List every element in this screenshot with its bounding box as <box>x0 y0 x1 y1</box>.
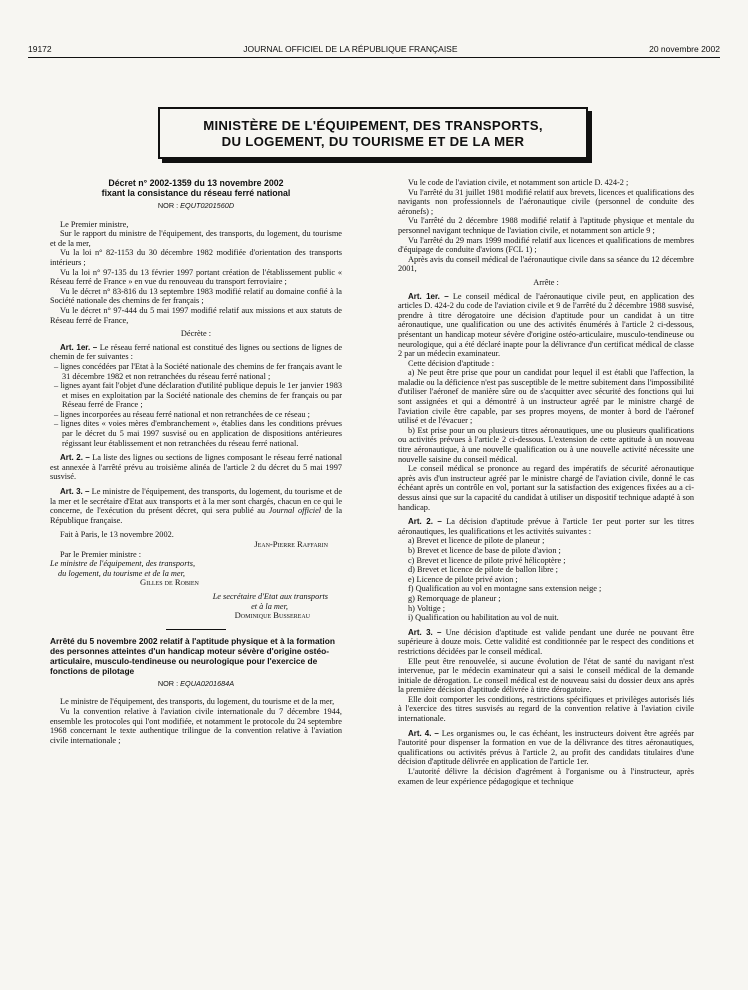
minister-title-line-1: Le ministre de l'équipement, des transports, <box>50 559 196 569</box>
secretary-title-line-1: Le secrétaire d'Etat aux transports <box>212 591 328 601</box>
ministry-box <box>158 107 588 159</box>
fait-a-paris: Fait à Paris, le 13 novembre 2002. <box>60 530 174 540</box>
article-text: de la République française. <box>50 506 343 525</box>
journal-officiel-ref: Journal officiel <box>268 506 322 516</box>
header-rule <box>28 57 720 58</box>
article-label: Art. 3. – <box>60 487 90 497</box>
decret-nor <box>50 201 342 211</box>
list-item: – lignes ayant fait l'objet d'une déclaration d'utilité publique depuis le 1er janvier 1983 et mises en exploitation par la Société nationale des chemins de fer français ou par Réseau ferré de France ; <box>54 381 342 410</box>
paragraph: Vu le décret n° 83-816 du 13 septembre 1983 modifié relatif au domaine confié à la Société nationale des chemins de fer français ; <box>50 286 342 306</box>
list-item: – lignes concédées par l'Etat à la Société nationale des chemins de fer français avant le 31 décembre 1982 et non retranchées du réseau ferré national ; <box>54 361 342 381</box>
nor-label: NOR : <box>157 201 181 210</box>
article-label: Art. 1er. – <box>60 342 98 352</box>
ministry-line-2: DU LOGEMENT, DU TOURISME ET DE LA MER <box>221 134 525 149</box>
paragraph: Vu la loi n° 82-1153 du 30 décembre 1982 modifiée d'orientation des transports intérieurs ; <box>50 248 342 267</box>
arrete-nor <box>50 679 342 689</box>
paragraph: Elle doit comporter les conditions, restrictions spécifiques et privilèges autorisés liés à l'exercice des titres susvisés au regard de la convention relative à l'aviation civile internationale. <box>398 694 694 724</box>
paragraph: Vu l'arrêté du 31 juillet 1981 modifié relatif aux brevets, licences et qualifications des navigants non professionnels de l'aéronautique civile (personnel de conduite des aéronefs) ; <box>398 187 694 216</box>
list-item: – lignes incorporées au réseau ferré national et non retranchées de ce réseau ; <box>54 409 310 419</box>
article-4 <box>398 729 694 767</box>
list-item: b) Brevet et licence de base de pilote d'avion ; <box>408 545 561 555</box>
article-3 <box>398 628 694 657</box>
list-item: – lignes dites « voies mères d'embranchement », établies dans les conditions prévues par le décret du 5 mai 1997 susvisé ou en application de dispositions antérieures régissant leur établissement et non retranchées du réseau ferré national. <box>54 419 342 448</box>
paragraph: Vu le décret n° 97-444 du 5 mai 1997 modifié relatif aux missions et aux statuts de Réseau ferré de France, <box>50 305 342 325</box>
article-text: Une décision d'aptitude est valide pendant une durée ne pouvant être supérieure à douze mois. Cette validité est conditionnée par le respect des conditions et restrictions décidées par le conseil médical. <box>398 627 695 656</box>
decrete-heading: Décrète : <box>180 329 212 339</box>
list-item: a) Brevet et licence de pilote de planeur ; <box>408 536 545 546</box>
article-3 <box>50 487 342 525</box>
list-item: i) Qualification ou habilitation au vol de nuit. <box>408 613 559 623</box>
paragraph: Le ministre de l'équipement, des transports, du logement, du tourisme et de la mer, <box>60 697 335 707</box>
list-item: h) Voltige ; <box>408 603 446 613</box>
paragraph: Vu la loi n° 97-135 du 13 février 1997 portant création de l'établissement public « Réseau ferré de France » en vue du renouveau du transport ferroviaire ; <box>50 267 342 287</box>
article-text: Le conseil médical de l'aéronautique civile peut, en application des articles D. 424-2 du code de l'aviation civile et 9 de l'arrêté du 2 décembre 1988 susvisé, prendre à titre dérogatoire une décision d'aptitude pour un candidat à un titre aéronautique, une qualification ou une des activités énumérés à l'article 2 ci-dessous, présentant un handicap moteur sévère d'origine ostéo-articulaire, musculo-tendineuse ou neurologique, qui a été déclaré inapte pour la délivrance d'un certificat médical de classe 2 par un médecin examinateur. <box>398 291 695 359</box>
article-label: Art. 2. – <box>408 517 442 527</box>
article-1 <box>398 292 694 359</box>
article-label: Art. 3. – <box>408 627 442 637</box>
qualification-list <box>398 536 694 622</box>
article-text: Les organismes ou, le cas échéant, les instructeurs doivent être agréés par l'autorité pour dispenser la formation en vue de la délivrance des titres aéronautiques, qualifications ou activités prévus à l'article 2, au profit des candidats titulaires d'une décision d'aptitude délivrée en application de l'article 1er. <box>398 728 695 767</box>
article-1 <box>50 343 342 362</box>
paragraph: b) Est prise pour un ou plusieurs titres aéronautiques, une ou plusieurs qualifications ou activités prévues à l'article 2 ci-dessous. L'extension de cette aptitude à un nouveau titre aéronautique, à une nouvelle qualification ou à une nouvelle activité nécessite une nouvelle saisine du conseil médical. <box>398 425 694 464</box>
article-label: Art. 2. – <box>60 453 90 463</box>
paragraph: Sur le rapport du ministre de l'équipement, des transports, du logement, du tourisme et de la mer, <box>50 229 342 248</box>
paragraph: a) Ne peut être prise que pour un candidat pour lequel il est établi que l'affection, la maladie ou la déficience n'est pas susceptible de le mettre subitement dans l'impossibilité d'utiliser l'aéronef de manière sûre ou de s'acquitter avec sécurité des fonctions qui lui sont assignées et qui a démontré à un instructeur agréé par le ministre chargé de l'aviation civile être capable, par ses propres moyens, de monter à bord de l'aéronef utilisé et de l'évacuer ; <box>398 368 694 426</box>
separator <box>166 629 226 630</box>
list-item: d) Brevet et licence de pilote de ballon libre ; <box>408 565 558 575</box>
article-2 <box>398 517 694 536</box>
article-text: La liste des lignes ou sections de lignes composant le réseau ferré national est annexée à l'arrêté prévu au troisième alinéa de l'article 2 du décret du 5 mai 1997 susvisé. <box>50 453 342 482</box>
decret-title-line-1: Décret n° 2002-1359 du 13 novembre 2002 <box>108 178 284 188</box>
decret-title-line-2: fixant la consistance du réseau ferré national <box>101 188 291 198</box>
nor-label: NOR : <box>157 678 181 688</box>
list-item: f) Qualification au vol en montagne sans extension neige ; <box>408 584 602 594</box>
signature-minister: Gilles de Robien <box>140 577 199 588</box>
minister-title-line-2: du logement, du tourisme et de la mer, <box>58 568 185 578</box>
nor-code: EQUA0201684A <box>180 678 235 688</box>
article-text: Le ministre de l'équipement, des transports, du logement, du tourisme et de la mer et le secrétaire d'Etat aux transports et à la mer sont chargés, chacun en ce qui le concerne, de l'exécution du présent décret, qui sera publié au <box>50 487 343 516</box>
decret-title <box>50 178 342 198</box>
paragraph: Elle peut être renouvelée, si aucune évolution de l'état de santé du navigant n'est intervenue, par le médecin examinateur qui a saisi le conseil médical de la demande initiale de dérogation. Le conseil médical est de nouveau saisi du dossier deux ans après la première décision d'aptitude délivrée à titre dérogatoire. <box>398 656 694 695</box>
paragraph: Vu l'arrêté du 2 décembre 1988 modifié relatif à l'aptitude physique et mentale du personnel navigant technique de l'aviation civile, et notamment son article 9 ; <box>398 216 694 235</box>
paragraph: Cette décision d'aptitude : <box>408 358 495 368</box>
paragraph: Vu l'arrêté du 29 mars 1999 modifié relatif aux licences et qualifications de membres d'équipage de conduite d'avions (FCL 1) ; <box>398 235 694 255</box>
paragraph: L'autorité délivre la décision d'agrément à l'organisme ou à l'instructeur, après examen de leur expérience pédagogique et technique <box>398 767 694 786</box>
issue-date: 20 novembre 2002 <box>649 44 720 54</box>
lines-list <box>50 362 342 448</box>
secretary-title <box>50 592 328 611</box>
paragraph: Vu le code de l'aviation civile, et notamment son article D. 424-2 ; <box>408 178 629 187</box>
nor-code: EQUT0201560D <box>180 201 235 210</box>
paragraph: Le Premier ministre, <box>60 219 129 229</box>
journal-title: JOURNAL OFFICIEL DE LA RÉPUBLIQUE FRANÇAISE <box>243 44 458 54</box>
page-header <box>28 44 720 54</box>
list-item: e) Licence de pilote privé avion ; <box>408 574 518 584</box>
article-text: Le réseau ferré national est constitué des lignes ou sections de lignes de chemin de fer suivantes : <box>50 342 343 362</box>
list-item: c) Brevet et licence de pilote privé hélicoptère ; <box>408 555 566 565</box>
list-item: g) Remorquage de planeur ; <box>408 593 501 603</box>
arrete-title: Arrêté du 5 novembre 2002 relatif à l'aptitude physique et à la formation des personnes atteintes d'un handicap moteur sévère d'origine ostéo-articulaire, musculo-tendineuse ou neurologique pour l'exercice de fonctions de pilotage <box>50 635 335 676</box>
article-text: La décision d'aptitude prévue à l'article 1er peut porter sur les titres aéronautiques, les qualifications et les activités suivantes : <box>398 517 695 536</box>
minister-title <box>50 559 342 578</box>
left-column <box>50 178 342 745</box>
right-column <box>398 178 694 786</box>
signature-secretary: Dominique Bussereau <box>234 610 310 621</box>
ministry-line-1: MINISTÈRE DE L'ÉQUIPEMENT, DES TRANSPORTS, <box>203 118 543 133</box>
signature-pm: Jean-Pierre Raffarin <box>254 539 328 549</box>
article-label: Art. 1er. – <box>408 291 449 301</box>
paragraph: Après avis du conseil médical de l'aéronautique civile dans sa séance du 12 décembre 2001, <box>398 254 694 274</box>
paragraph: Le conseil médical se prononce au regard des impératifs de sécurité aéronautique après avis d'un instructeur agréé par le ministre chargé de l'aviation civile, donné le cas échéant après un contrôle en vol, portant sur la satisfaction des exigences fixées au a ci-dessus ainsi que sur la capacité du candidat à utiliser un dispositif technique adapté à son handicap. <box>398 464 694 512</box>
paragraph: Vu la convention relative à l'aviation civile internationale du 7 décembre 1944, ensemble les protocoles qui l'ont modifiée, et notamment le protocole du 24 septembre 1968 concernant le texte authentique trilingue de la convention relative à l'aviation civile internationale ; <box>50 706 342 745</box>
par-le-premier-ministre: Par le Premier ministre : <box>60 549 142 559</box>
article-2 <box>50 453 342 482</box>
page-number: 19172 <box>28 44 52 54</box>
arrete-heading: Arrête : <box>533 277 559 287</box>
article-label: Art. 4. – <box>408 728 439 738</box>
secretary-title-line-2: et à la mer, <box>251 601 288 611</box>
